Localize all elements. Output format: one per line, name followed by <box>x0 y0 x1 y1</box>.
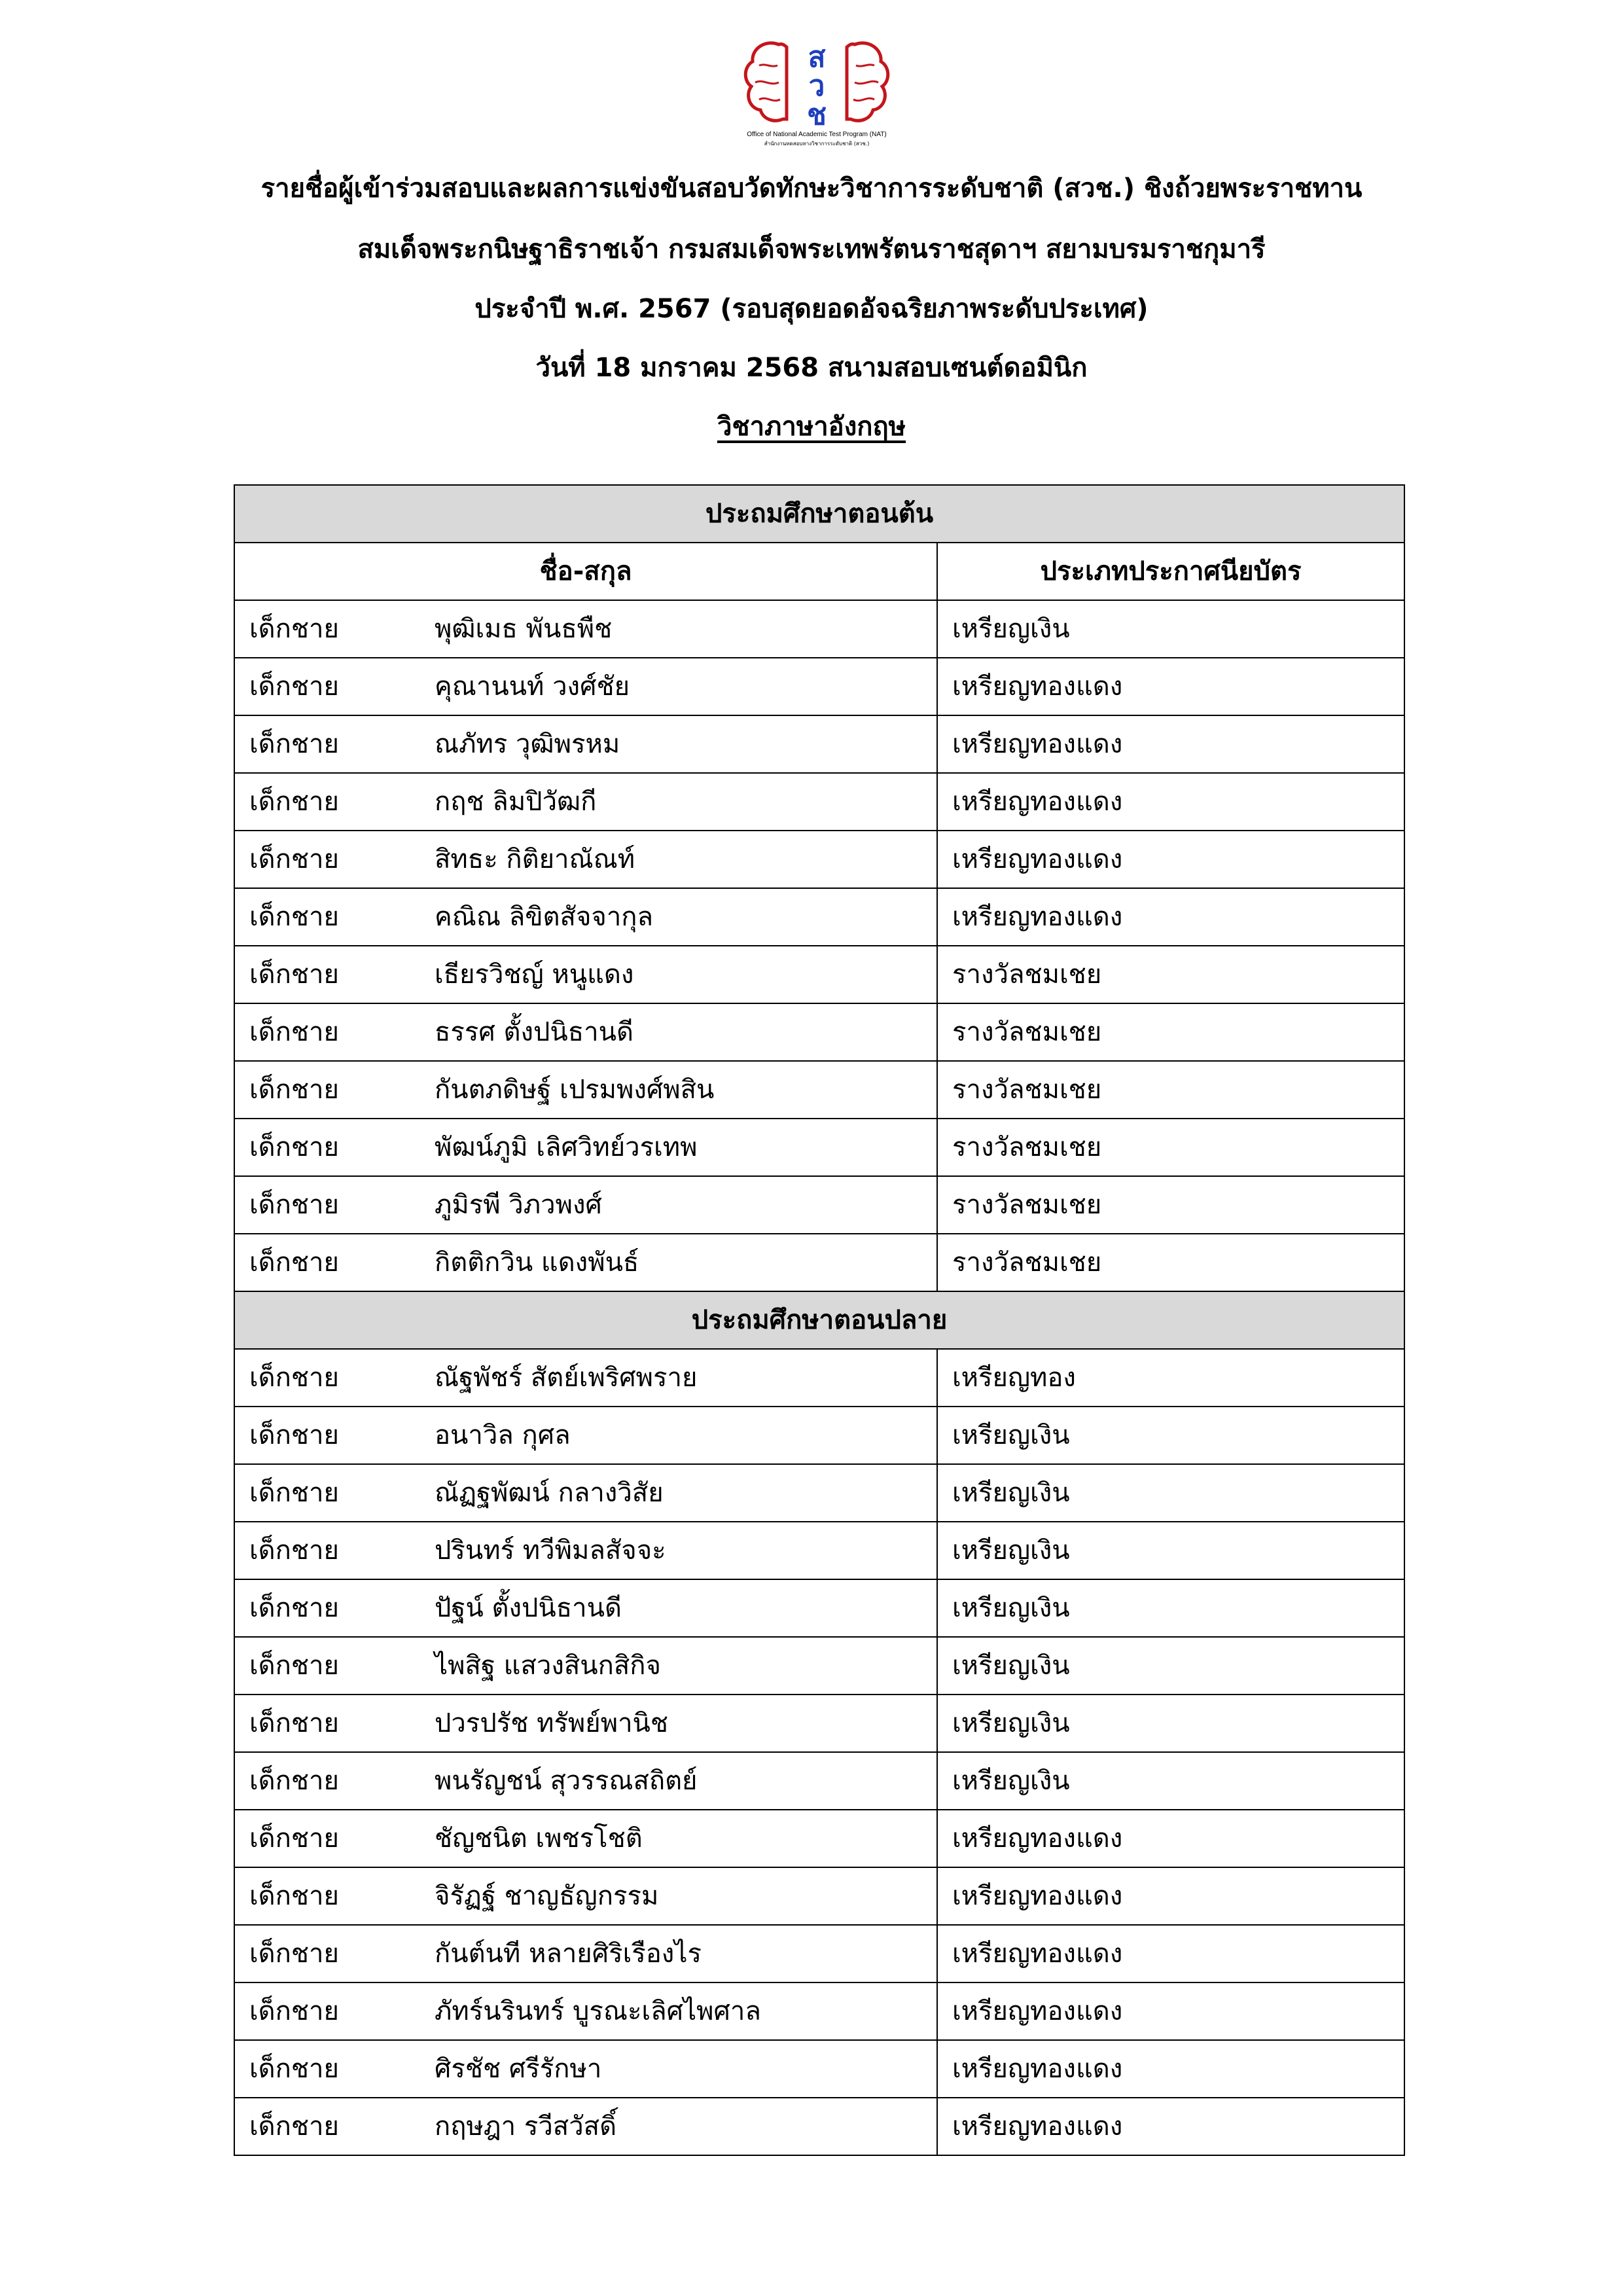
student-title: เด็กชาย <box>234 831 420 888</box>
table-row <box>234 1982 1404 2040</box>
column-header-row <box>234 543 1404 600</box>
award-type: เหรียญทองแดง <box>937 715 1404 773</box>
award-type: เหรียญทองแดง <box>937 2098 1404 2155</box>
student-title: เด็กชาย <box>234 1925 420 1982</box>
award-type: เหรียญเงิน <box>937 1637 1404 1695</box>
section-title: ประถมศึกษาตอนปลาย <box>234 1291 1404 1349</box>
award-type: เหรียญทองแดง <box>937 1925 1404 1982</box>
award-type: รางวัลชมเชย <box>937 1003 1404 1061</box>
student-title: เด็กชาย <box>234 1637 420 1695</box>
student-title: เด็กชาย <box>234 1003 420 1061</box>
table-row <box>234 715 1404 773</box>
logo-letter-2: ว <box>808 69 825 103</box>
student-name: พนรัญชน์ สุวรรณสถิตย์ <box>420 1752 937 1810</box>
student-title: เด็กชาย <box>234 1867 420 1925</box>
table-row <box>234 1061 1404 1119</box>
student-name: กันต์นที หลายศิริเรืองไร <box>420 1925 937 1982</box>
student-name: ไพสิฐ แสวงสินกสิกิจ <box>420 1637 937 1695</box>
table-row <box>234 1752 1404 1810</box>
student-title: เด็กชาย <box>234 715 420 773</box>
logo-caption-en: Office of National Academic Test Program (NAT) <box>747 131 887 138</box>
nat-logo <box>740 33 894 152</box>
table-row <box>234 1579 1404 1637</box>
table-row <box>234 1407 1404 1464</box>
brain-logo-icon <box>740 33 894 152</box>
student-title: เด็กชาย <box>234 1522 420 1579</box>
results-table <box>234 484 1405 2156</box>
student-name: ภูมิรพี วิภวพงศ์ <box>420 1176 937 1234</box>
table-row <box>234 1925 1404 1982</box>
student-title: เด็กชาย <box>234 946 420 1003</box>
section-header-row <box>234 485 1404 543</box>
award-type: เหรียญเงิน <box>937 1752 1404 1810</box>
award-type: เหรียญทองแดง <box>937 1982 1404 2040</box>
logo-caption-th: สำนักงานทดสอบทางวิชาการระดับชาติ (สวช.) <box>764 141 870 147</box>
student-title: เด็กชาย <box>234 2040 420 2098</box>
section-title: ประถมศึกษาตอนต้น <box>234 485 1404 543</box>
column-header-award: ประเภทประกาศนียบัตร <box>937 543 1404 600</box>
table-row <box>234 658 1404 715</box>
heading-line-2: สมเด็จพระกนิษฐาธิราชเจ้า กรมสมเด็จพระเทพรัตนราชสุดาฯ สยามบรมราชกุมารี <box>357 234 1266 264</box>
student-name: คุณานนท์ วงศ์ชัย <box>420 658 937 715</box>
award-type: เหรียญทองแดง <box>937 773 1404 831</box>
award-type: เหรียญเงิน <box>937 1695 1404 1752</box>
column-header-name: ชื่อ-สกุล <box>234 543 937 600</box>
student-name: พัฒน์ภูมิ เลิศวิทย์วรเทพ <box>420 1119 937 1176</box>
award-type: เหรียญทองแดง <box>937 1810 1404 1867</box>
student-title: เด็กชาย <box>234 1752 420 1810</box>
student-name: จิรัฏฐ์ ชาญธัญกรรม <box>420 1867 937 1925</box>
award-type: รางวัลชมเชย <box>937 1119 1404 1176</box>
heading-line-1: รายชื่อผู้เข้าร่วมสอบและผลการแข่งขันสอบวัดทักษะวิชาการระดับชาติ (สวช.) ชิงถ้วยพระราชทาน <box>260 173 1363 204</box>
logo-letter-3: ช <box>807 98 827 132</box>
student-title: เด็กชาย <box>234 1464 420 1522</box>
student-title: เด็กชาย <box>234 658 420 715</box>
student-name: ณัฏฐพัฒน์ กลางวิสัย <box>420 1464 937 1522</box>
table-row <box>234 831 1404 888</box>
student-name: คณิณ ลิขิตสัจจากุล <box>420 888 937 946</box>
table-row <box>234 1522 1404 1579</box>
student-name: กฤช ลิมปิวัฒกี <box>420 773 937 831</box>
student-name: ชัญชนิต เพชรโชติ <box>420 1810 937 1867</box>
award-type: เหรียญทองแดง <box>937 2040 1404 2098</box>
award-type: เหรียญเงิน <box>937 1407 1404 1464</box>
student-title: เด็กชาย <box>234 1119 420 1176</box>
logo-letter-1: ส <box>808 41 826 74</box>
student-name: ปวรปรัช ทรัพย์พานิช <box>420 1695 937 1752</box>
award-type: เหรียญทองแดง <box>937 888 1404 946</box>
results-table-body <box>234 485 1404 2155</box>
student-name: ณภัทร วุฒิพรหม <box>420 715 937 773</box>
table-row <box>234 773 1404 831</box>
award-type: รางวัลชมเชย <box>937 1061 1404 1119</box>
student-title: เด็กชาย <box>234 1982 420 2040</box>
student-name: ธรรศ ตั้งปนิธานดี <box>420 1003 937 1061</box>
table-row <box>234 1349 1404 1407</box>
award-type: เหรียญเงิน <box>937 1464 1404 1522</box>
student-title: เด็กชาย <box>234 773 420 831</box>
section-header-row <box>234 1291 1404 1349</box>
student-title: เด็กชาย <box>234 1579 420 1637</box>
table-row <box>234 1176 1404 1234</box>
student-name: เธียรวิชญ์ หนูแดง <box>420 946 937 1003</box>
award-type: เหรียญทองแดง <box>937 658 1404 715</box>
student-name: กันตภดิษฐ์ เปรมพงศ์พสิน <box>420 1061 937 1119</box>
table-row <box>234 888 1404 946</box>
table-row <box>234 1867 1404 1925</box>
student-name: ปรินทร์ ทวีพิมลสัจจะ <box>420 1522 937 1579</box>
student-name: กฤษฎา รวีสวัสดิ์ <box>420 2098 937 2155</box>
table-row <box>234 1810 1404 1867</box>
award-type: เหรียญทองแดง <box>937 1867 1404 1925</box>
award-type: รางวัลชมเชย <box>937 1176 1404 1234</box>
student-title: เด็กชาย <box>234 1061 420 1119</box>
table-row <box>234 1695 1404 1752</box>
heading-line-3: ประจำปี พ.ศ. 2567 (รอบสุดยอดอัจฉริยภาพระดับประเทศ) <box>474 294 1149 324</box>
student-title: เด็กชาย <box>234 1349 420 1407</box>
student-title: เด็กชาย <box>234 2098 420 2155</box>
student-name: อนาวิล กุศล <box>420 1407 937 1464</box>
award-type: เหรียญทอง <box>937 1349 1404 1407</box>
student-name: กิตติกวิน แดงพันธ์ <box>420 1234 937 1291</box>
student-title: เด็กชาย <box>234 600 420 658</box>
award-type: เหรียญเงิน <box>937 600 1404 658</box>
award-type: เหรียญเงิน <box>937 1522 1404 1579</box>
student-name: ณัฐพัชร์ สัตย์เพริศพราย <box>420 1349 937 1407</box>
student-name: ปัฐน์ ตั้งปนิธานดี <box>420 1579 937 1637</box>
student-title: เด็กชาย <box>234 1176 420 1234</box>
heading-line-4: วันที่ 18 มกราคม 2568 สนามสอบเซนต์ดอมินิก <box>535 353 1088 383</box>
table-row <box>234 1464 1404 1522</box>
student-name: สิทธะ กิติยาณัณท์ <box>420 831 937 888</box>
student-title: เด็กชาย <box>234 888 420 946</box>
table-row <box>234 1637 1404 1695</box>
table-row <box>234 600 1404 658</box>
student-name: พุฒิเมธ พันธพืช <box>420 600 937 658</box>
table-row <box>234 2040 1404 2098</box>
subject-title: วิชาภาษาอังกฤษ <box>717 412 906 442</box>
student-title: เด็กชาย <box>234 1407 420 1464</box>
award-type: รางวัลชมเชย <box>937 1234 1404 1291</box>
award-type: รางวัลชมเชย <box>937 946 1404 1003</box>
student-name: ภัทร์นรินทร์ บูรณะเลิศไพศาล <box>420 1982 937 2040</box>
table-row <box>234 1119 1404 1176</box>
award-type: เหรียญเงิน <box>937 1579 1404 1637</box>
table-row <box>234 2098 1404 2155</box>
student-title: เด็กชาย <box>234 1695 420 1752</box>
award-type: เหรียญทองแดง <box>937 831 1404 888</box>
student-title: เด็กชาย <box>234 1234 420 1291</box>
table-row <box>234 946 1404 1003</box>
table-row <box>234 1234 1404 1291</box>
student-title: เด็กชาย <box>234 1810 420 1867</box>
table-row <box>234 1003 1404 1061</box>
student-name: ศิรชัช ศรีรักษา <box>420 2040 937 2098</box>
